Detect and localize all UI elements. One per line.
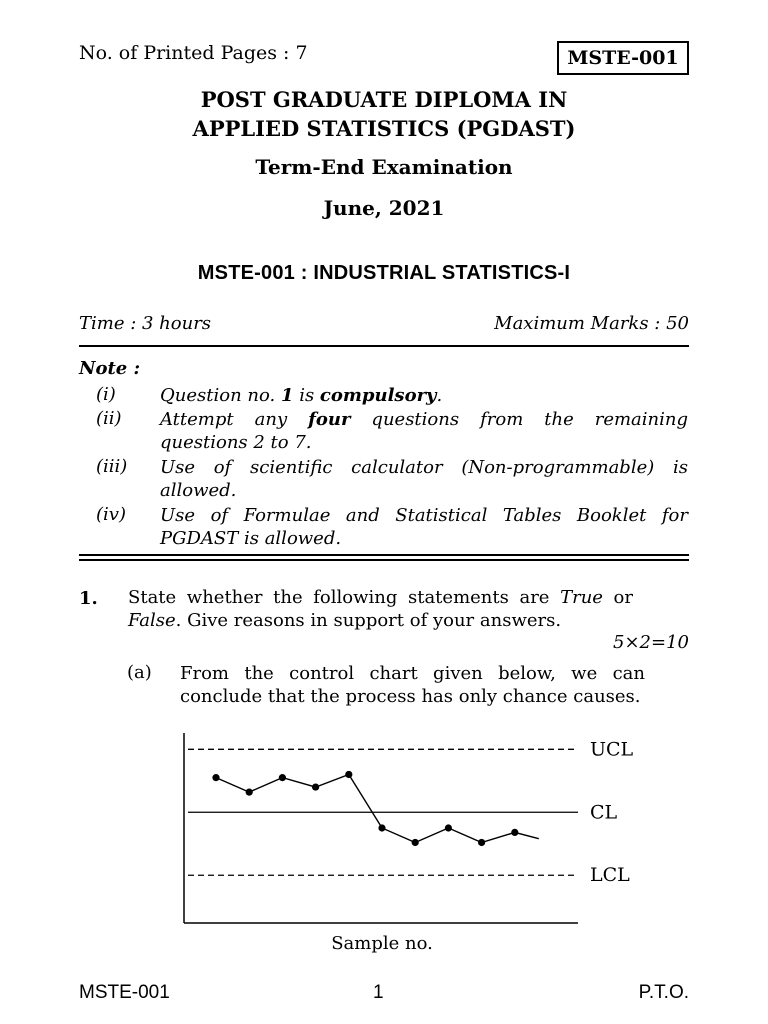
question-text-part: State whether the following statements are — [128, 587, 561, 608]
printed-pages: No. of Printed Pages : 7 — [79, 42, 308, 64]
time-allowed: Time : 3 hours — [79, 313, 212, 334]
data-point-3 — [279, 774, 286, 781]
data-point-10 — [511, 829, 518, 836]
lcl-label: LCL — [590, 864, 630, 887]
note-item-3: Use of scientific calculator (Non-programmable) is allowed. — [160, 457, 688, 501]
data-point-5 — [345, 771, 352, 778]
exam-title: Term-End Examination — [255, 155, 513, 179]
false-word: False — [128, 610, 176, 631]
question-marks: 5×2=10 — [613, 632, 689, 653]
question-number: 1. — [79, 588, 98, 609]
note-number: (i) — [96, 384, 116, 405]
series-line — [216, 775, 539, 843]
note-bold: 1 — [280, 385, 294, 406]
note-text: is — [293, 385, 320, 406]
data-point-8 — [445, 824, 452, 831]
data-point-2 — [246, 789, 253, 796]
control-chart — [170, 725, 670, 955]
course-title: MSTE-001 : INDUSTRIAL STATISTICS-I — [197, 262, 571, 284]
note-bold: four — [308, 409, 351, 430]
footer-page-number: 1 — [373, 982, 384, 1003]
note-heading: Note : — [79, 358, 141, 379]
note-item-1 — [160, 384, 688, 407]
divider-line — [79, 345, 689, 347]
x-axis-label: Sample no. — [331, 933, 433, 954]
note-text: questions from the remaining questions 2 to 7. — [160, 409, 688, 453]
double-rule-top — [79, 554, 689, 556]
ucl-label: UCL — [590, 738, 634, 761]
note-text: Attempt any — [160, 409, 309, 430]
data-point-1 — [212, 774, 219, 781]
footer-pto: P.T.O. — [638, 982, 689, 1003]
note-number: (iv) — [96, 504, 126, 525]
part-a-text: From the control chart given below, we can conclude that the process has only chance causes. — [180, 663, 645, 707]
note-text: Question no. — [160, 385, 281, 406]
exam-date: June, 2021 — [323, 196, 445, 220]
true-word: True — [560, 587, 603, 608]
paper-code-box: MSTE-001 — [557, 41, 689, 75]
programme-title-line2: APPLIED STATISTICS (PGDAST) — [192, 116, 576, 141]
note-item-2 — [160, 408, 688, 454]
maximum-marks: Maximum Marks : 50 — [494, 313, 689, 334]
note-number: (iii) — [96, 456, 128, 477]
double-rule-bottom — [79, 559, 689, 561]
footer-paper-code: MSTE-001 — [79, 982, 170, 1003]
question-text — [128, 586, 633, 632]
data-point-4 — [312, 783, 319, 790]
data-point-7 — [412, 839, 419, 846]
part-a-label: (a) — [127, 662, 152, 683]
note-item-4: Use of Formulae and Statistical Tables Booklet for PGDAST is allowed. — [160, 505, 688, 549]
programme-title-line1: POST GRADUATE DIPLOMA IN — [200, 87, 568, 112]
note-number: (ii) — [96, 408, 122, 429]
data-point-6 — [378, 824, 385, 831]
data-point-9 — [478, 839, 485, 846]
question-text-part: . Give reasons in support of your answers. — [175, 610, 562, 631]
note-text: . — [436, 385, 443, 406]
question-text-part: or — [602, 587, 633, 608]
cl-label: CL — [590, 801, 618, 824]
note-bold: compulsory — [319, 385, 437, 406]
